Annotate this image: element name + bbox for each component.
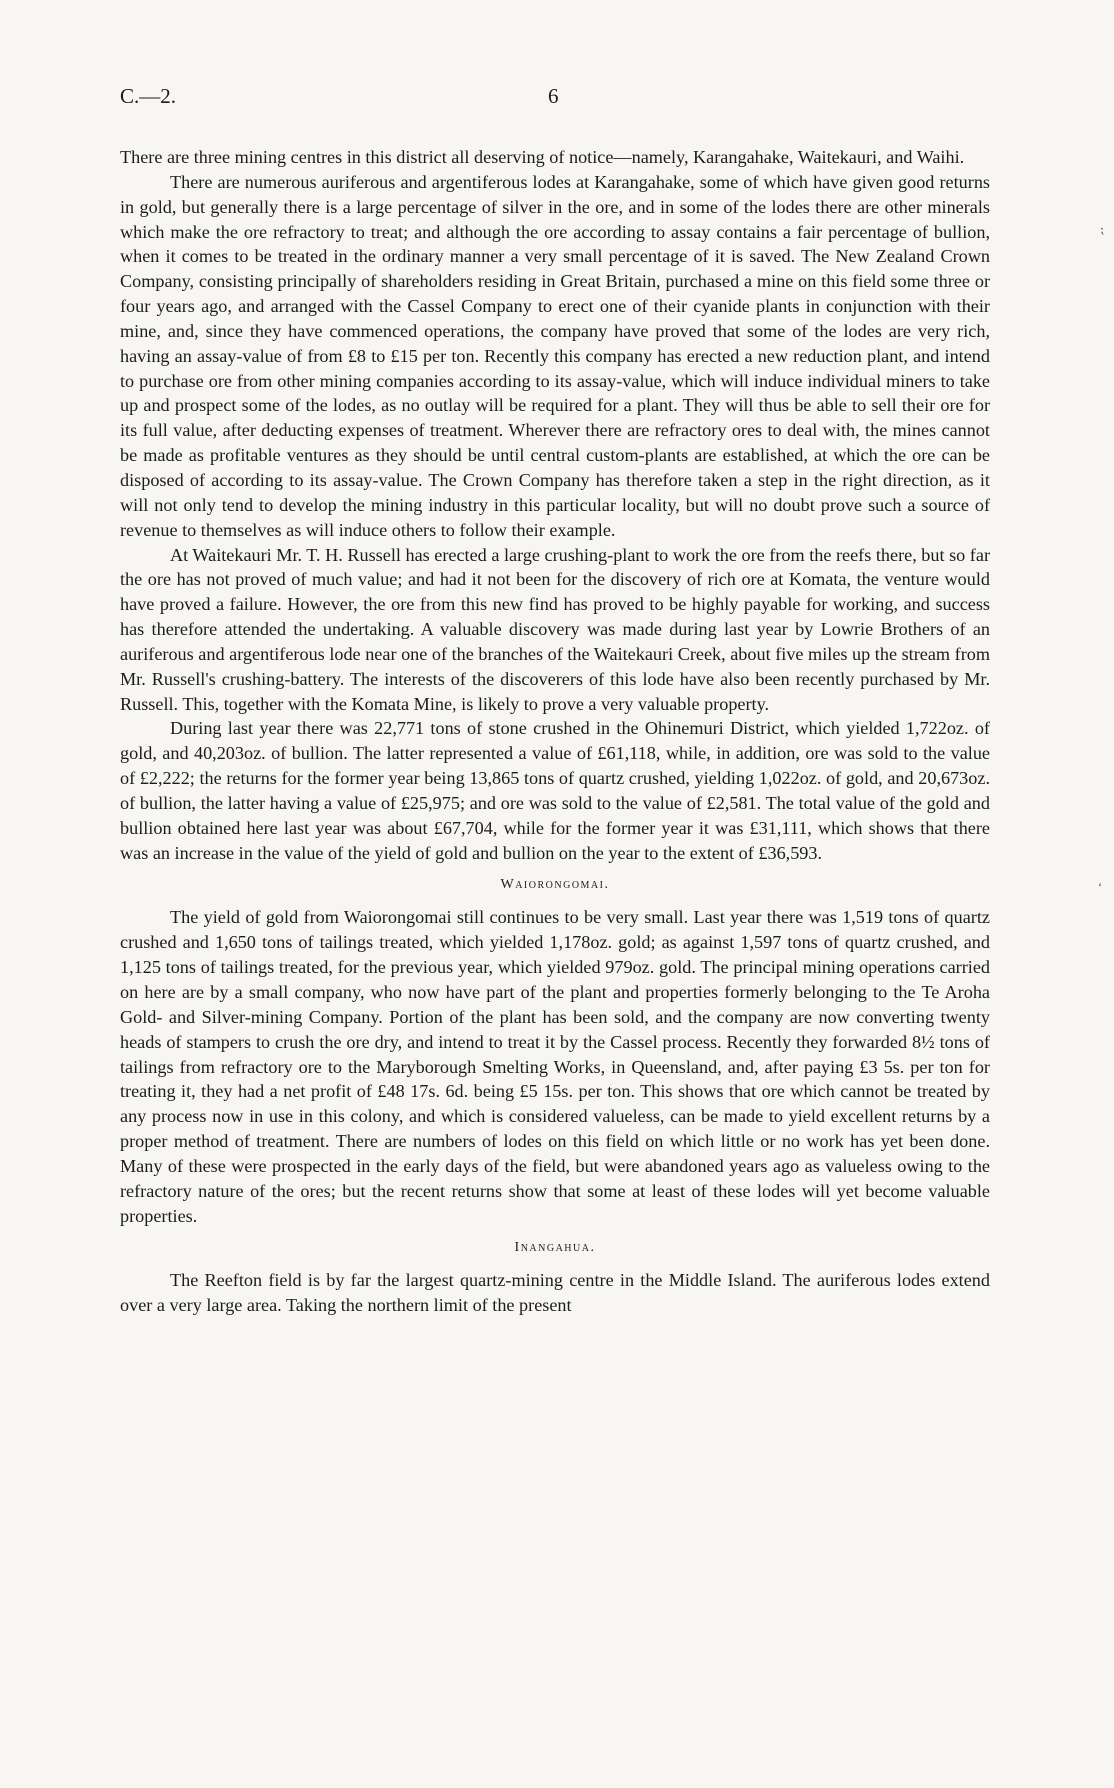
section-heading-inangahua: Inangahua. — [514, 1240, 596, 1256]
paragraph-waitekauri: At Waitekauri Mr. T. H. Russell has erected a large crushing-plant to work the ore from the reefs there, but so far the ore has not proved of much value; and had it not been for the discovery of rich ore at Komata, the venture would have proved a failure. However, the ore from this new find has proved to be highly payable for working, and success has therefore attended the undertaking. A valuable discovery was made during last year by Lowrie Brothers of an auriferous and argentiferous lode near one of the branches of the Waitekauri Creek, about five miles up the stream from Mr. Russell's crushing-battery. The interests of the discoverers of this lode have also been recently purchased by Mr. Russell. This, together with the Komata Mine, is likely to prove a very valuable property. — [120, 544, 990, 714]
margin-mark: ⁏ — [1100, 222, 1105, 236]
margin-mark: ʻ — [1098, 880, 1102, 894]
paragraph-waiorongomai: The yield of gold from Waiorongomai still continues to be very small. Last year there was 1,519 tons of quartz crushed and 1,650 tons of tailings treated, which yielded 1,178oz. gold; as against 1,597 tons of quartz crushed, and 1,125 tons of tailings treated, for the previous year, which yielded 979oz. gold. The principal mining operations carried on here are by a small company, who now have part of the plant and properties formerly belonging to the Te Aroha Gold- and Silver-mining Company. Portion of the plant has been sold, and the company are now converting twenty heads of stampers to crush the ore dry, and intend to treat it by the Cassel process. Recently they forwarded 8½ tons of tailings from refractory ore to the Maryborough Smelting Works, in Queensland, and, after paying £3 5s. per ton for treating it, they had a net profit of £48 17s. 6d. being £5 15s. per ton. This shows that ore which cannot be treated by any process now in use in this colony, and which is considered valueless, can be made to yield excellent returns by a proper method of treatment. There are numbers of lodes on this field on which little or no work has yet been done. Many of these were prospected in the early days of the field, but were abandoned years ago as valueless owing to the refractory nature of the ores; but the recent returns show that some at least of these lodes will yet become valuable properties. — [120, 907, 990, 1226]
paragraph-karangahake: There are numerous auriferous and argentiferous lodes at Karangahake, some of which have given good returns in gold, but generally there is a large percentage of silver in the ore, and in some of the lodes there are other minerals which make the ore refractory to treat; and although the ore according to assay contains a fair percentage of bullion, when it comes to be treated in the ordinary manner a very small percentage of it is saved. The New Zealand Crown Company, consisting principally of shareholders residing in Great Britain, purchased a mine on this field some three or four years ago, and arranged with the Cassel Company to erect one of their cyanide plants in conjunction with their mine, and, since they have commenced operations, the company have proved that some of the lodes are very rich, having an assay-value of from £8 to £15 per ton. Recently this company has erected a new reduction plant, and intend to purchase ore from other mining companies according to its assay-value, which will induce individual miners to take up and prospect some of the lodes, as no outlay will be required for a plant. They will thus be able to sell their ore for its full value, after deducting expenses of treatment. Wherever there are refractory ores to deal with, the mines cannot be made as profitable ventures as they should be until central custom-plants are established, at which the ore can be disposed of according to its assay-value. The Crown Company has therefore taken a step in the right direction, as it will not only tend to develop the mining industry in this particular locality, but will no doubt prove such a source of revenue to themselves as will induce others to follow their example. — [120, 171, 990, 540]
body-text — [120, 145, 990, 1318]
document-reference: C.—2. — [120, 84, 177, 108]
paragraph-ohinemuri-returns: During last year there was 22,771 tons of stone crushed in the Ohinemuri District, which yielded 1,722oz. of gold, and 40,203oz. of bullion. The latter represented a value of £61,118, while, in addition, ore was sold to the value of £2,222; the returns for the former year being 13,865 tons of quartz crushed, yielding 1,022oz. of gold, and 20,673oz. of bullion, the latter having a value of £25,975; and ore was sold to the value of £2,581. The total value of the gold and bullion obtained here last year was about £67,704, while for the former year it was £31,111, which shows that there was an increase in the value of the yield of gold and bullion on the year to the extent of £36,593. — [120, 718, 990, 863]
paragraph-inangahua: The Reefton field is by far the largest quartz-mining centre in the Middle Island. The auriferous lodes extend over a very large area. Taking the northern limit of the present — [120, 1270, 990, 1316]
page-header — [120, 84, 990, 114]
section-heading-waiorongomai: Waiorongomai. — [500, 877, 610, 893]
page-number: 6 — [548, 84, 559, 108]
paragraph-intro: There are three mining centres in this district all deserving of notice—namely, Karangahake, Waitekauri, and Waihi. — [120, 147, 965, 167]
